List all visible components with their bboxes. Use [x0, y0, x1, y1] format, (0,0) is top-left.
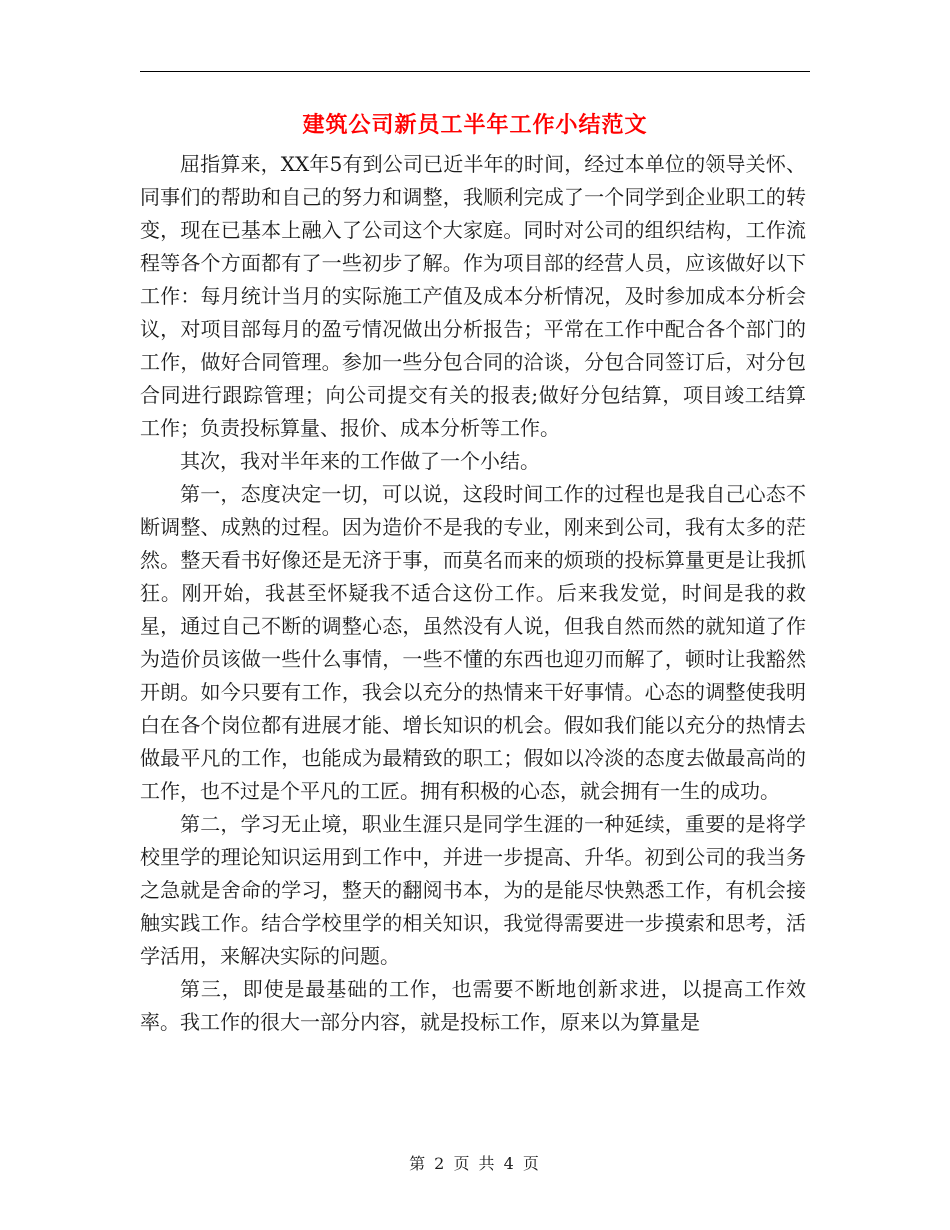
header-rule	[140, 71, 810, 72]
document-body	[140, 148, 806, 1039]
paragraph-second-point: 第二，学习无止境，职业生涯只是同学生涯的一种延续，重要的是将学校里学的理论知识运用到工作中，并进一步提高、升华。初到公司的我当务之急就是舍命的学习，整天的翻阅书本，为的是能尽快熟悉工作，有机会接触实践工作。结合学校里学的相关知识，我觉得需要进一步摸索和思考，活学活用，来解决实际的问题。	[140, 812, 806, 968]
paragraph-intro: 屈指算来，XX年5有到公司已近半年的时间，经过本单位的领导关怀、同事们的帮助和自己的努力和调整，我顺利完成了一个同学到企业职工的转变，现在已基本上融入了公司这个大家庭。同时对公司的组织结构，工作流程等各个方面都有了一些初步了解。作为项目部的经营人员，应该做好以下工作：每月统计当月的实际施工产值及成本分析情况，及时参加成本分析会议，对项目部每月的盈亏情况做出分析报告；平常在工作中配合各个部门的工作，做好合同管理。参加一些分包合同的洽谈，分包合同签订后，对分包合同进行跟踪管理；向公司提交有关的报表;做好分包结算，项目竣工结算工作；负责投标算量、报价、成本分析等工作。	[140, 152, 806, 440]
document-title: 建筑公司新员工半年工作小结范文	[302, 112, 648, 138]
page-number-footer: 第 2 页 共 4 页	[409, 1154, 541, 1173]
paragraph-third-point: 第三，即使是最基础的工作，也需要不断地创新求进，以提高工作效率。我工作的很大一部分内容，就是投标工作，原来以为算量是	[140, 977, 806, 1034]
paragraph-first-point: 第一，态度决定一切，可以说，这段时间工作的过程也是我自己心态不断调整、成熟的过程。因为造价不是我的专业，刚来到公司，我有太多的茫然。整天看书好像还是无济于事，而莫名而来的烦琐的投标算量更是让我抓狂。刚开始，我甚至怀疑我不适合这份工作。后来我发觉，时间是我的救星，通过自己不断的调整心态，虽然没有人说，但我自然而然的就知道了作为造价员该做一些什么事情，一些不懂的东西也迎刃而解了，顿时让我豁然开朗。如今只要有工作，我会以充分的热情来干好事情。心态的调整使我明白在各个岗位都有进展才能、增长知识的机会。假如我们能以充分的热情去做最平凡的工作，也能成为最精致的职工；假如以冷淡的态度去做最高尚的工作，也不过是个平凡的工匠。拥有积极的心态，就会拥有一生的成功。	[140, 482, 806, 803]
paragraph-summary-lead: 其次，我对半年来的工作做了一个小结。	[180, 449, 540, 473]
